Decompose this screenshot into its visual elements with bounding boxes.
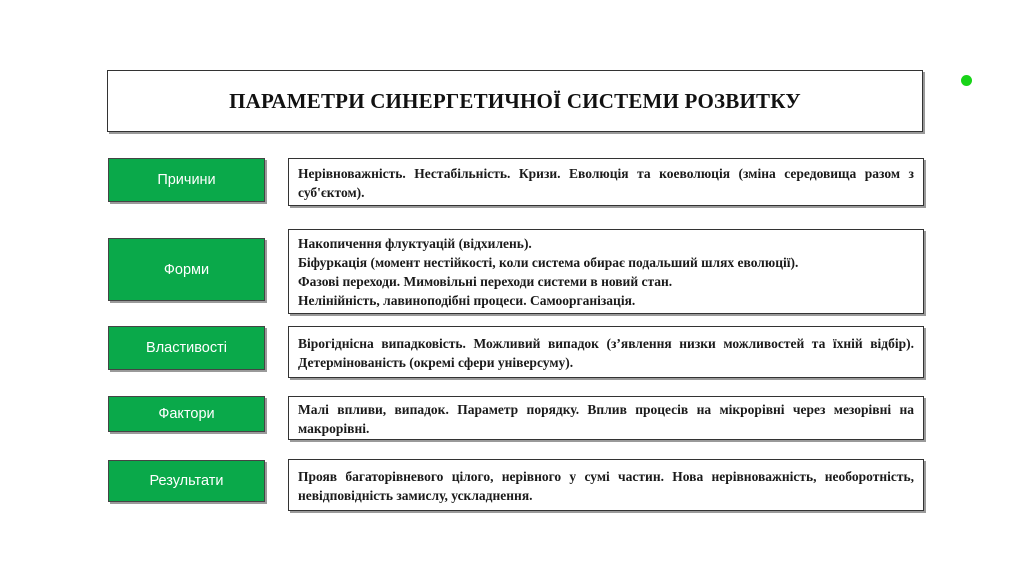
label-properties: Властивості	[146, 340, 227, 356]
label-causes: Причини	[157, 172, 216, 188]
description-factors: Малі впливи, випадок. Параметр порядку. Вплив процесів на мікрорівні через мезорівні на макрорівні.	[298, 401, 914, 436]
diagram-title-box	[107, 70, 923, 132]
diagram-title: ПАРАМЕТРИ СИНЕРГЕТИЧНОЇ СИСТЕМИ РОЗВИТКУ	[229, 88, 801, 113]
description-forms-line-1: Накопичення флуктуацій (відхилень).	[298, 236, 532, 251]
label-box-forms	[108, 238, 265, 301]
description-results: Прояв багаторівневого цілого, нерівного у сумі частин. Нова нерівноважність, необоротність, невідповідність замислу, ускладнення.	[298, 468, 914, 503]
label-forms: Форми	[163, 261, 210, 278]
description-properties: Вірогіднісна випадковість. Можливий випадок (з’явлення низки можливостей та їхній відбір). Детермінованість (окремі сфери універсуму).	[298, 335, 914, 370]
description-box-causes	[288, 158, 924, 206]
label-factors: Фактори	[158, 406, 215, 422]
description-forms-line-4: Нелінійність, лавиноподібні процеси. Самоорганізація.	[298, 293, 636, 308]
green-dot-indicator	[961, 75, 972, 86]
description-causes: Нерівноважність. Нестабільність. Кризи. Еволюція та коеволюція (зміна середовища разом з суб'єктом).	[298, 165, 914, 200]
label-box-properties	[108, 326, 265, 370]
description-box-factors	[288, 396, 924, 440]
description-box-forms	[288, 229, 924, 314]
description-box-results	[288, 459, 924, 511]
description-box-properties	[288, 326, 924, 378]
label-results: Результати	[149, 473, 224, 489]
description-forms-line-3: Фазові переходи. Мимовільні переходи системи в новий стан.	[298, 274, 673, 289]
description-forms-line-2: Біфуркація (момент нестійкості, коли система обирає подальший шлях еволюції).	[298, 255, 799, 270]
label-box-results	[108, 460, 265, 502]
label-box-causes	[108, 158, 265, 202]
label-box-factors	[108, 396, 265, 432]
